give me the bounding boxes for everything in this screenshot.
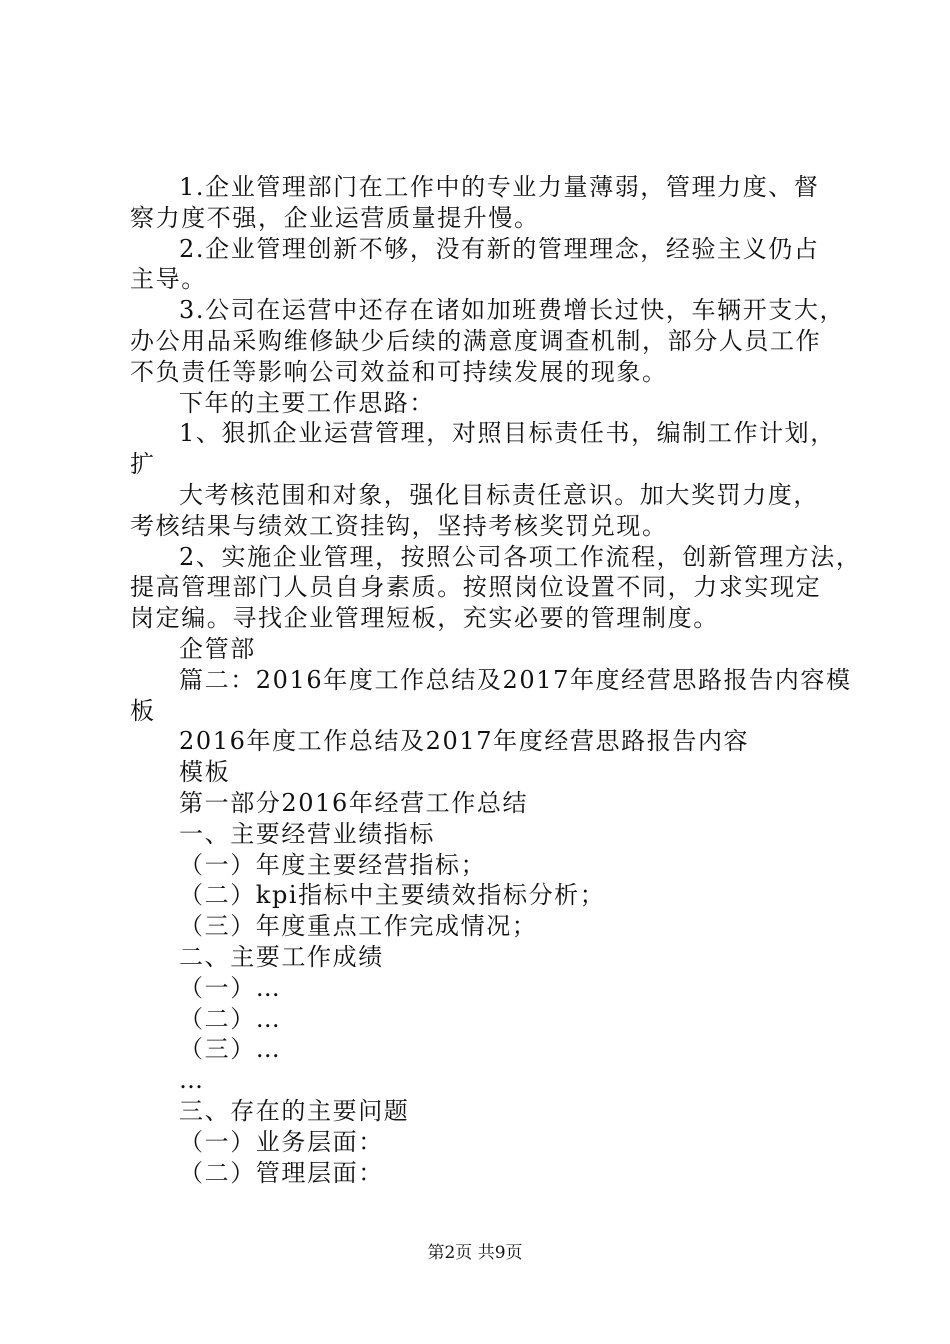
text-line: 扩 xyxy=(130,450,156,479)
text-line: 2016年度工作总结及2017年度经营思路报告内容 xyxy=(179,727,750,756)
page-footer: 第2页 共9页 xyxy=(427,1243,523,1263)
text-line: 三、存在的主要问题 xyxy=(179,1096,410,1125)
text-line: 企管部 xyxy=(179,634,256,663)
text-line: 察力度不强，企业运营质量提升慢。 xyxy=(130,203,540,232)
text-line: 第一部分2016年经营工作总结 xyxy=(179,788,529,817)
text-line: （二）kpi指标中主要绩效指标分析； xyxy=(179,881,606,910)
text-line: （二）… xyxy=(179,1004,282,1033)
text-line: 一、主要经营业绩指标 xyxy=(179,819,435,848)
text-line: 提高管理部门人员自身素质。按照岗位设置不同，力求实现定 xyxy=(130,573,822,602)
text-line: 模板 xyxy=(179,758,231,787)
text-line: 2.企业管理创新不够，没有新的管理理念，经验主义仍占 xyxy=(179,234,820,263)
text-line: 下年的主要工作思路： xyxy=(179,388,435,417)
text-line: 板 xyxy=(130,696,156,725)
text-line: 二、主要工作成绩 xyxy=(179,942,384,971)
text-line: （二）管理层面： xyxy=(179,1158,384,1187)
text-line: 3.公司在运营中还存在诸如加班费增长过快，车辆开支大， xyxy=(179,296,846,325)
text-line: 2、实施企业管理，按照公司各项工作流程，创新管理方法， xyxy=(179,542,862,571)
text-line: （三）… xyxy=(179,1035,282,1064)
text-line: 不负责任等影响公司效益和可持续发展的现象。 xyxy=(130,357,668,386)
text-line: 篇二：2016年度工作总结及2017年度经营思路报告内容模 xyxy=(179,665,852,694)
text-line: 岗定编。寻找企业管理短板，充实必要的管理制度。 xyxy=(130,604,719,633)
text-line: （一）年度主要经营指标； xyxy=(179,850,487,879)
text-line: 1.企业管理部门在工作中的专业力量薄弱，管理力度、督 xyxy=(179,173,820,201)
text-line: （一）… xyxy=(179,973,282,1002)
text-line: （一）业务层面： xyxy=(179,1127,384,1156)
text-line: … xyxy=(179,1066,205,1095)
text-line: 主导。 xyxy=(130,265,207,294)
document-body xyxy=(130,172,862,1188)
text-line: 大考核范围和对象，强化目标责任意识。加大奖罚力度， xyxy=(179,480,819,509)
text-line: 考核结果与绩效工资挂钩，坚持考核奖罚兑现。 xyxy=(130,511,668,540)
text-line: （三）年度重点工作完成情况； xyxy=(179,912,538,941)
text-line: 1、狠抓企业运营管理，对照目标责任书，编制工作计划， xyxy=(179,419,836,448)
text-line: 办公用品采购维修缺少后续的满意度调查机制，部分人员工作 xyxy=(130,326,822,355)
